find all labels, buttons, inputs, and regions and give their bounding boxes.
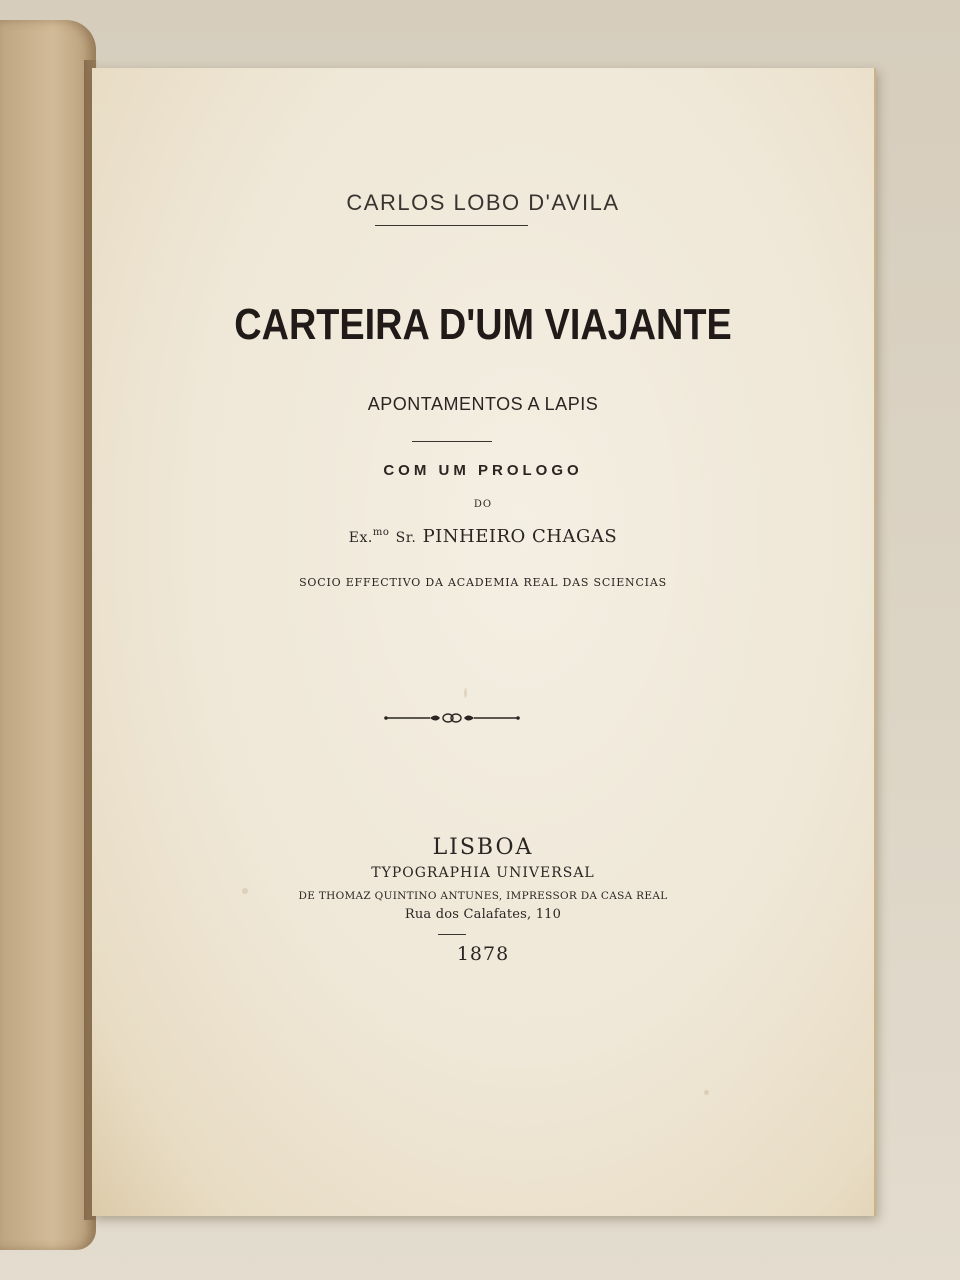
year-rule <box>438 934 466 935</box>
affiliation-line: SOCIO EFFECTIVO DA ACADEMIA REAL DAS SCIENCIAS <box>299 576 667 589</box>
foxing-spot <box>464 688 467 698</box>
honorific-title: Sr. <box>395 530 417 546</box>
prologue-author <box>92 526 874 547</box>
imprint-address: Rua dos Calafates, 110 <box>404 907 562 922</box>
author-rule <box>375 225 528 226</box>
book-subtitle: APONTAMENTOS A LAPIS <box>367 394 599 414</box>
imprint-press: TYPOGRAPHIA UNIVERSAL <box>371 865 595 881</box>
honorific-superscript: mo <box>372 527 390 538</box>
honorific-prefix: Ex. <box>348 530 373 546</box>
author-name: CARLOS LOBO D'AVILA <box>346 190 620 215</box>
book-title: CARTEIRA D'UM VIAJANTE <box>234 300 732 349</box>
foxing-spot <box>704 1090 709 1095</box>
prologue-line: COM UM PROLOGO <box>383 462 583 479</box>
left-facing-page <box>0 20 96 1250</box>
imprint-printer: DE THOMAZ QUINTINO ANTUNES, IMPRESSOR DA CASA REAL <box>298 890 668 902</box>
prologue-author-name: PINHEIRO CHAGAS <box>422 526 618 547</box>
subtitle-rule <box>412 441 492 442</box>
title-page <box>92 68 876 1216</box>
imprint-year: 1878 <box>456 943 510 965</box>
imprint-city: LISBOA <box>432 835 534 860</box>
printer-ornament-icon <box>384 708 520 728</box>
do-line: DO <box>473 499 493 510</box>
